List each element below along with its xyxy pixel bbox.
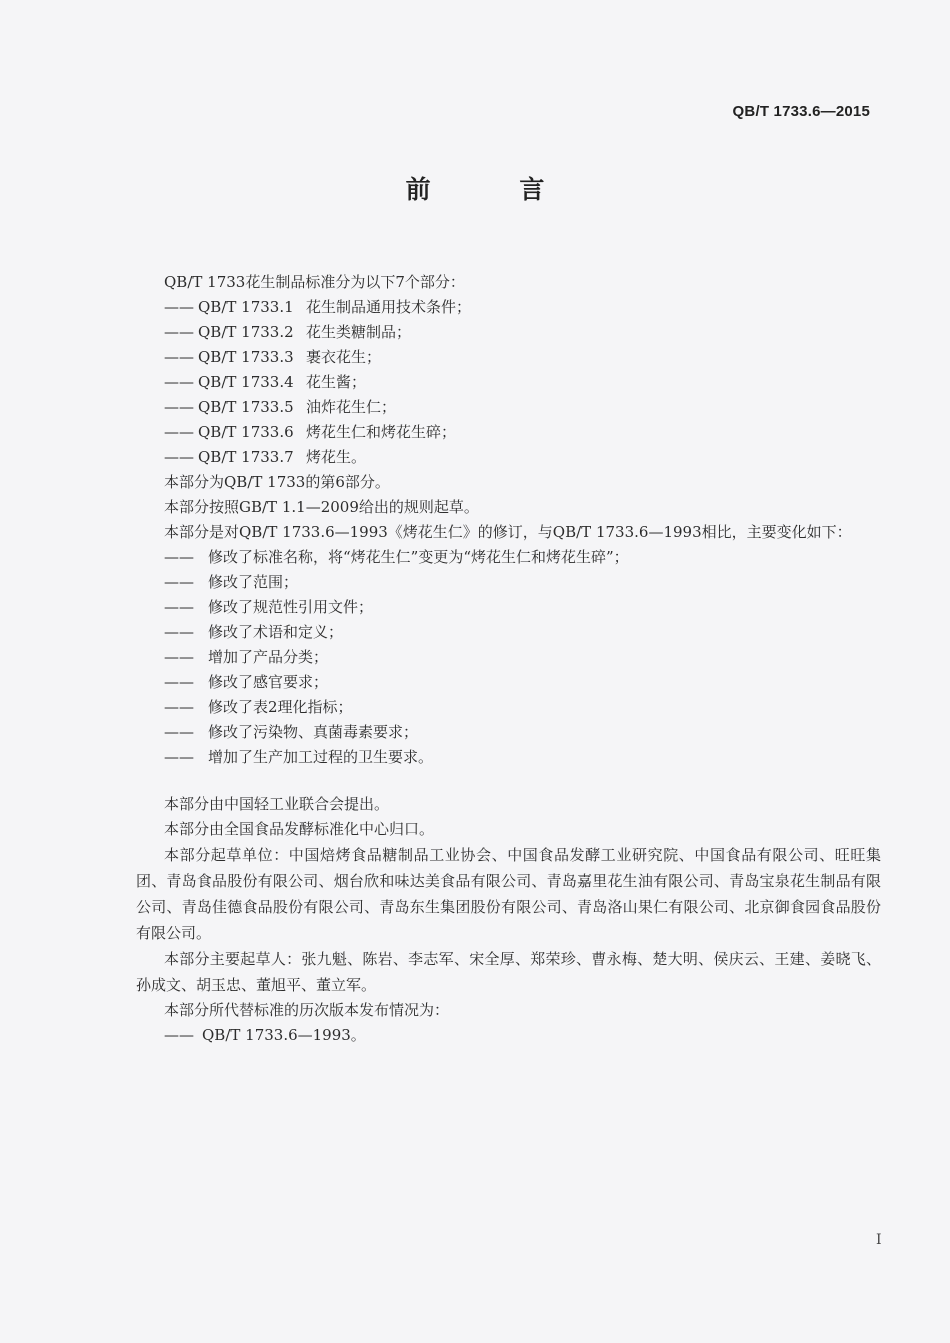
change-text: 修改了范围； xyxy=(208,573,299,591)
list-item xyxy=(136,545,881,570)
part-code: QB/T 1733.5 xyxy=(198,398,294,416)
dash-marker: —— xyxy=(164,723,194,741)
part-name: 裹衣花生； xyxy=(306,348,382,366)
part-name: 烤花生仁和烤花生碎； xyxy=(306,423,457,441)
list-item xyxy=(136,595,881,620)
changes-list xyxy=(136,545,881,770)
previous-version-text: QB/T 1733.6—1993。 xyxy=(202,1026,366,1044)
dash-marker: —— xyxy=(164,673,194,691)
document-code: QB/T 1733.6—2015 xyxy=(732,103,870,120)
dash-marker: —— xyxy=(164,598,194,616)
dash-marker: —— xyxy=(164,548,194,566)
list-item xyxy=(136,320,881,345)
part-name: 花生酱； xyxy=(306,373,367,391)
dash-marker: —— xyxy=(164,298,194,316)
dash-marker: —— xyxy=(164,748,194,766)
change-text: 修改了标准名称，将“烤花生仁”变更为“烤花生仁和烤花生碎”； xyxy=(208,548,629,566)
part-name: 烤花生。 xyxy=(306,448,367,466)
change-text: 修改了规范性引用文件； xyxy=(208,598,374,616)
dash-marker: —— xyxy=(164,648,194,666)
part-name: 油炸花生仁； xyxy=(306,398,397,416)
part-code: QB/T 1733.2 xyxy=(198,323,294,341)
list-item xyxy=(136,295,881,320)
list-item xyxy=(136,345,881,370)
dash-marker: —— xyxy=(164,373,194,391)
list-item xyxy=(136,745,881,770)
part-code: QB/T 1733.3 xyxy=(198,348,294,366)
list-item xyxy=(136,370,881,395)
paragraph-gap xyxy=(136,770,881,792)
dash-marker: —— xyxy=(164,1026,194,1044)
change-text: 修改了术语和定义； xyxy=(208,623,344,641)
list-item xyxy=(136,395,881,420)
list-item xyxy=(136,670,881,695)
list-item xyxy=(136,445,881,470)
part-code: QB/T 1733.7 xyxy=(198,448,294,466)
list-item xyxy=(136,695,881,720)
dash-marker: —— xyxy=(164,623,194,641)
change-text: 修改了污染物、真菌毒素要求； xyxy=(208,723,419,741)
managed-by: 本部分由全国食品发酵标准化中心归口。 xyxy=(164,820,435,838)
dash-marker: —— xyxy=(164,398,194,416)
list-item xyxy=(136,645,881,670)
statement: 本部分按照GB/T 1.1—2009给出的规则起草。 xyxy=(164,498,479,516)
proposed-by: 本部分由中国轻工业联合会提出。 xyxy=(164,795,390,813)
statement: 本部分为QB/T 1733的第6部分。 xyxy=(164,473,390,491)
dash-marker: —— xyxy=(164,348,194,366)
dash-marker: —— xyxy=(164,698,194,716)
dash-marker: —— xyxy=(164,573,194,591)
list-item xyxy=(136,420,881,445)
page-title: 前 言 xyxy=(405,175,585,204)
parts-list xyxy=(136,295,881,470)
foreword-body xyxy=(136,270,881,1048)
change-text: 修改了表2理化指标； xyxy=(208,698,353,716)
change-text: 修改了感官要求； xyxy=(208,673,329,691)
part-name: 花生制品通用技术条件； xyxy=(306,298,472,316)
list-item xyxy=(136,720,881,745)
change-text: 增加了生产加工过程的卫生要求。 xyxy=(208,748,434,766)
statement: 本部分是对QB/T 1733.6—1993《烤花生仁》的修订，与QB/T 1733.6—1993相比，主要变化如下： xyxy=(164,523,852,541)
part-code: QB/T 1733.4 xyxy=(198,373,294,391)
list-item xyxy=(136,570,881,595)
part-code: QB/T 1733.1 xyxy=(198,298,294,316)
part-name: 花生类糖制品； xyxy=(306,323,412,341)
drafters: 本部分主要起草人：张九魁、陈岩、李志军、宋全厚、郑荣珍、曹永梅、楚大明、侯庆云、王建、姜晓飞、孙成文、胡玉忠、董旭平、董立军。 xyxy=(136,950,881,994)
previous-versions-intro: 本部分所代替标准的历次版本发布情况为： xyxy=(164,1001,450,1019)
drafting-units: 本部分起草单位：中国焙烤食品糖制品工业协会、中国食品发酵工业研究院、中国食品有限公司、旺旺集团、青岛食品股份有限公司、烟台欣和味达美食品有限公司、青岛嘉里花生油有限公司、青岛宝泉花生制品有限公司、青岛佳德食品股份有限公司、青岛东生集团股份有限公司、青岛洛山果仁有限公司、北京御食园食品股份有限公司。 xyxy=(136,846,881,942)
list-item xyxy=(136,620,881,645)
dash-marker: —— xyxy=(164,448,194,466)
parts-intro: QB/T 1733花生制品标准分为以下7个部分： xyxy=(164,273,465,291)
part-code: QB/T 1733.6 xyxy=(198,423,294,441)
dash-marker: —— xyxy=(164,323,194,341)
list-item xyxy=(136,1023,881,1048)
page-number: I xyxy=(876,1232,882,1248)
change-text: 增加了产品分类； xyxy=(208,648,329,666)
dash-marker: —— xyxy=(164,423,194,441)
